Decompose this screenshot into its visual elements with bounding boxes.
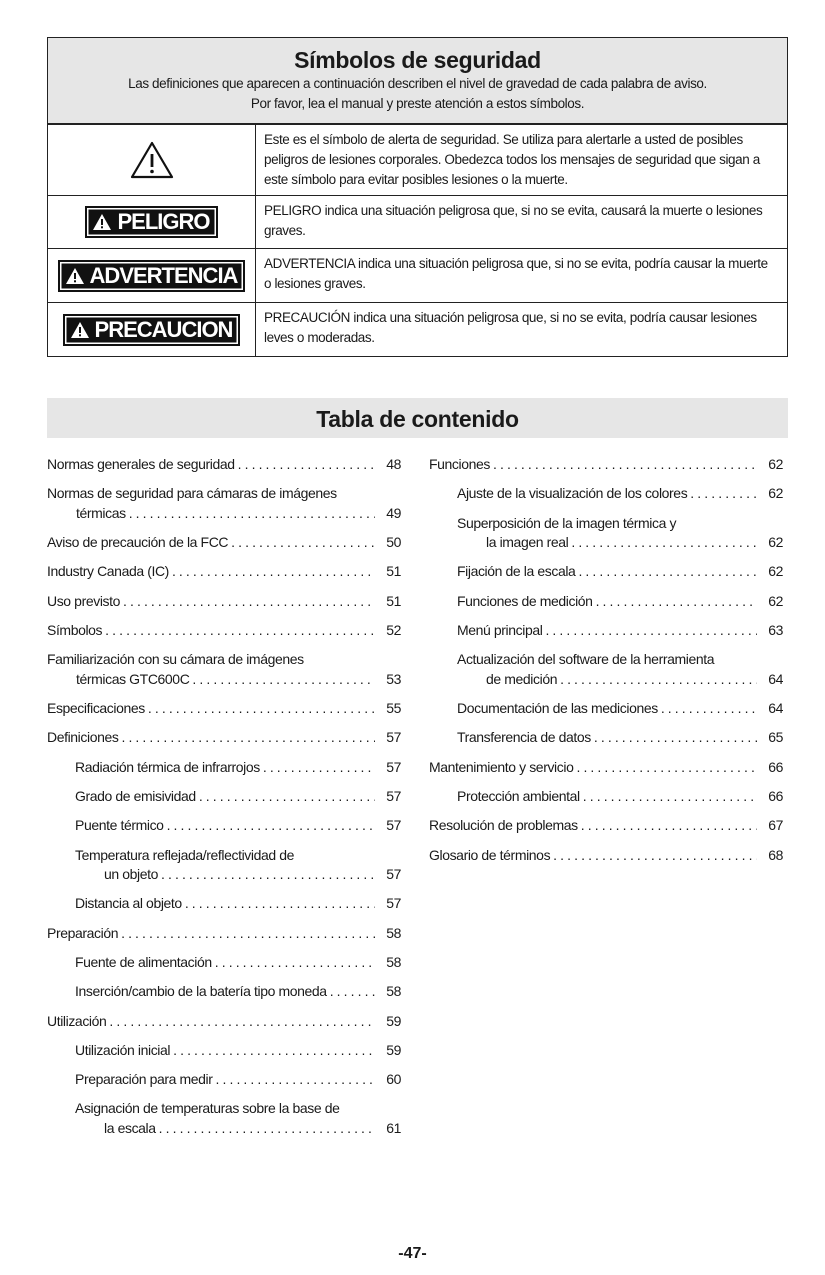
toc-leader-dots bbox=[583, 787, 757, 807]
toc-leader-dots bbox=[571, 533, 757, 553]
safety-desc-line2: Por favor, lea el manual y preste atención a estos símbolos. bbox=[250, 96, 585, 111]
toc-leader-dots bbox=[560, 670, 757, 690]
advertencia-label: ADVERTENCIA bbox=[89, 262, 238, 288]
toc-leader-dots bbox=[123, 592, 375, 612]
warning-triangle-icon bbox=[65, 267, 85, 285]
toc-leader-dots bbox=[553, 846, 757, 866]
toc-leader-dots bbox=[661, 699, 757, 719]
toc-entry-title: Aviso de precaución de la FCC bbox=[47, 534, 229, 551]
toc-entry bbox=[47, 1041, 401, 1061]
toc-entry-page: 66 bbox=[768, 758, 783, 775]
toc-entry-page: 53 bbox=[386, 670, 401, 687]
toc-entry-title: térmicas GTC600C bbox=[76, 670, 190, 687]
toc-entry-title: Normas generales de seguridad bbox=[47, 456, 235, 472]
toc-leader-dots bbox=[173, 1041, 375, 1061]
alert-text: Este es el símbolo de alerta de seguridad. Se utiliza para alertarle a usted de posibles peligros de lesiones corporales. Obedezca todos los mensajes de seguridad que sigan a este símbolo para evitar posibles lesiones o la muerte. bbox=[264, 132, 760, 187]
toc-entry-page: 57 bbox=[386, 787, 401, 804]
toc-entry-title: la imagen real bbox=[486, 534, 569, 551]
toc-leader-dots bbox=[109, 1012, 375, 1032]
toc-leader-dots bbox=[159, 1119, 375, 1139]
toc-entry bbox=[47, 1099, 401, 1138]
toc-entry-title: Protección ambiental bbox=[457, 787, 580, 804]
toc-entry-page: 62 bbox=[768, 456, 783, 472]
toc-leader-dots bbox=[581, 816, 757, 836]
toc-leader-dots bbox=[263, 758, 375, 778]
toc-entry-title-line1: Superposición de la imagen térmica y bbox=[457, 514, 677, 531]
toc-entry-page: 59 bbox=[386, 1012, 401, 1029]
toc-left-column bbox=[47, 455, 401, 1148]
toc-leader-dots bbox=[105, 621, 375, 641]
toc-entry-title: Preparación para medir bbox=[75, 1071, 213, 1088]
toc-entry-page: 62 bbox=[768, 592, 783, 609]
toc-entry-title: térmicas bbox=[76, 504, 126, 521]
toc-entry-page: 63 bbox=[768, 621, 783, 638]
toc-entry-page: 51 bbox=[386, 592, 401, 609]
toc-entry-title: Puente térmico bbox=[75, 817, 164, 834]
toc-entry-page: 62 bbox=[768, 534, 783, 551]
toc-title: Tabla de contenido bbox=[47, 398, 788, 438]
toc-right-column bbox=[429, 455, 783, 875]
advertencia-signal-word bbox=[58, 260, 246, 292]
toc-entry-page: 68 bbox=[768, 846, 783, 863]
toc-entry bbox=[429, 728, 783, 748]
toc-entry bbox=[47, 924, 401, 944]
toc-entry-title: de medición bbox=[486, 670, 558, 687]
toc-entry bbox=[47, 484, 401, 523]
toc-leader-dots bbox=[121, 728, 375, 748]
warning-triangle-icon bbox=[70, 321, 90, 339]
toc-entry bbox=[47, 758, 401, 778]
toc-entry-page: 58 bbox=[386, 924, 401, 941]
toc-entry bbox=[47, 982, 401, 1002]
toc-leader-dots bbox=[161, 865, 375, 885]
toc-entry-title: Transferencia de datos bbox=[457, 729, 591, 746]
precaucion-symbol-cell bbox=[48, 303, 256, 356]
toc-entry bbox=[47, 728, 401, 748]
toc-leader-dots bbox=[578, 562, 757, 582]
toc-entry-page: 52 bbox=[386, 621, 401, 638]
warning-triangle-icon bbox=[92, 213, 112, 231]
safety-row-advertencia bbox=[48, 248, 787, 302]
page-number: -47- bbox=[398, 1245, 427, 1262]
toc-entry bbox=[47, 699, 401, 719]
toc-entry-title: Glosario de términos bbox=[429, 846, 551, 863]
toc-entry-title: Ajuste de la visualización de los colores bbox=[457, 485, 688, 502]
toc-leader-dots bbox=[215, 953, 375, 973]
toc-leader-dots bbox=[172, 562, 375, 582]
safety-symbols-table bbox=[47, 37, 788, 357]
toc-entry-page: 59 bbox=[386, 1041, 401, 1058]
toc-entry-page: 48 bbox=[386, 456, 401, 472]
toc-entry-title: Símbolos bbox=[47, 621, 103, 638]
toc-entry-title: Inserción/cambio de la batería tipo moneda bbox=[75, 983, 327, 1000]
toc-entry bbox=[47, 562, 401, 582]
toc-entry bbox=[47, 455, 401, 475]
toc-entry bbox=[47, 787, 401, 807]
toc-entry-title: Documentación de las mediciones bbox=[457, 700, 658, 717]
precaucion-label: PRECAUCION bbox=[94, 316, 233, 342]
toc-entry-page: 57 bbox=[386, 895, 401, 912]
safety-title: Símbolos de seguridad bbox=[294, 47, 541, 73]
toc-entry-title: Radiación térmica de infrarrojos bbox=[75, 758, 260, 775]
toc-entry-page: 49 bbox=[386, 504, 401, 521]
safety-desc-line1: Las definiciones que aparecen a continuación describen el nivel de gravedad de cada palabra de aviso. bbox=[128, 76, 707, 91]
toc-entry-title: Definiciones bbox=[47, 729, 119, 746]
alert-symbol-cell bbox=[48, 125, 256, 195]
toc-leader-dots bbox=[594, 728, 757, 748]
toc-entry-page: 65 bbox=[768, 729, 783, 746]
toc-entry-title: Uso previsto bbox=[47, 592, 121, 609]
precaucion-text: PRECAUCIÓN indica una situación peligrosa que, si no se evita, podría causar lesiones leves o moderadas. bbox=[264, 310, 757, 345]
toc-entry-page: 60 bbox=[386, 1071, 401, 1088]
toc-entry bbox=[429, 562, 783, 582]
toc-entry-title: Grado de emisividad bbox=[75, 787, 196, 804]
toc-entry-title: Resolución de problemas bbox=[429, 817, 578, 834]
toc-leader-dots bbox=[192, 670, 375, 690]
peligro-label: PELIGRO bbox=[117, 209, 210, 234]
toc-entry-title-line1: Familiarización con su cámara de imágenes bbox=[47, 651, 304, 668]
toc-entry-page: 50 bbox=[386, 534, 401, 551]
toc-entry bbox=[429, 758, 783, 778]
toc-entry bbox=[429, 787, 783, 807]
toc-entry bbox=[47, 816, 401, 836]
toc-entry bbox=[47, 846, 401, 885]
toc-entry bbox=[47, 1012, 401, 1032]
toc-leader-dots bbox=[167, 816, 375, 836]
toc-leader-dots bbox=[148, 699, 375, 719]
advertencia-symbol-cell bbox=[48, 249, 256, 302]
toc-entry bbox=[429, 514, 783, 553]
toc-entry-page: 62 bbox=[768, 485, 783, 502]
toc-entry-page: 62 bbox=[768, 563, 783, 580]
safety-alert-triangle-icon bbox=[129, 140, 175, 180]
toc-entry-title-line1: Normas de seguridad para cámaras de imágenes bbox=[47, 485, 337, 502]
toc-entry-page: 64 bbox=[768, 670, 783, 687]
toc-entry-title: Especificaciones bbox=[47, 700, 145, 717]
toc-entry-title: Menú principal bbox=[457, 621, 543, 638]
toc-leader-dots bbox=[690, 484, 757, 504]
toc-entry-page: 67 bbox=[768, 817, 783, 834]
toc-entry-title: Fijación de la escala bbox=[457, 563, 576, 580]
toc-leader-dots bbox=[121, 924, 375, 944]
toc-entry-title: un objeto bbox=[104, 866, 159, 883]
toc-leader-dots bbox=[216, 1070, 376, 1090]
toc-entry bbox=[47, 621, 401, 641]
toc-leader-dots bbox=[576, 758, 757, 778]
toc-entry-page: 61 bbox=[386, 1119, 401, 1136]
toc-entry bbox=[429, 592, 783, 612]
peligro-symbol-cell bbox=[48, 196, 256, 248]
toc-entry-page: 57 bbox=[386, 729, 401, 746]
safety-row-alert bbox=[48, 124, 787, 195]
toc-leader-dots bbox=[330, 982, 375, 1002]
toc-entry-title-line1: Temperatura reflejada/reflectividad de bbox=[75, 846, 295, 863]
toc-entry-page: 57 bbox=[386, 817, 401, 834]
toc-leader-dots bbox=[545, 621, 757, 641]
toc-entry bbox=[47, 650, 401, 689]
toc-entry-title: Utilización bbox=[47, 1012, 107, 1029]
toc-entry bbox=[47, 1070, 401, 1090]
safety-row-peligro bbox=[48, 195, 787, 248]
toc-entry-title: la escala bbox=[104, 1119, 156, 1136]
toc-entry bbox=[47, 894, 401, 914]
toc-leader-dots bbox=[129, 504, 375, 524]
advertencia-text: ADVERTENCIA indica una situación peligrosa que, si no se evita, podría causar la muerte o lesiones graves. bbox=[264, 256, 768, 291]
toc-entry-title: Preparación bbox=[47, 924, 119, 941]
toc-entry-title: Industry Canada (IC) bbox=[47, 563, 169, 580]
toc-entry bbox=[429, 816, 783, 836]
toc-entry-title: Funciones de medición bbox=[457, 592, 593, 609]
toc-leader-dots bbox=[231, 533, 375, 553]
toc-entry-page: 51 bbox=[386, 563, 401, 580]
toc-entry-page: 55 bbox=[386, 700, 401, 717]
toc-entry bbox=[429, 846, 783, 866]
toc-entry-page: 58 bbox=[386, 953, 401, 970]
peligro-text: PELIGRO indica una situación peligrosa que, si no se evita, causará la muerte o lesiones graves. bbox=[264, 203, 763, 238]
safety-row-precaucion bbox=[48, 302, 787, 356]
toc-leader-dots bbox=[596, 592, 757, 612]
toc-entry-title-line1: Actualización del software de la herramienta bbox=[457, 651, 715, 668]
peligro-signal-word bbox=[85, 206, 217, 238]
toc-entry bbox=[429, 699, 783, 719]
safety-header bbox=[48, 38, 787, 124]
toc-leader-dots bbox=[199, 787, 375, 807]
toc-entry-title: Distancia al objeto bbox=[75, 895, 182, 912]
toc-entry-page: 64 bbox=[768, 700, 783, 717]
toc-entry-page: 66 bbox=[768, 787, 783, 804]
toc-entry bbox=[429, 484, 783, 504]
toc-entry-title: Fuente de alimentación bbox=[75, 953, 212, 970]
toc-entry-title: Utilización inicial bbox=[75, 1041, 171, 1058]
toc-entry-page: 57 bbox=[386, 758, 401, 775]
toc-entry bbox=[429, 455, 783, 475]
toc-entry bbox=[47, 953, 401, 973]
toc-entry-title: Funciones bbox=[429, 456, 490, 472]
toc-entry bbox=[429, 650, 783, 689]
toc-entry-title-line1: Asignación de temperaturas sobre la base de bbox=[75, 1100, 340, 1117]
toc-leader-dots bbox=[238, 455, 375, 475]
toc-entry bbox=[429, 621, 783, 641]
toc-entry bbox=[47, 533, 401, 553]
toc-leader-dots bbox=[185, 894, 375, 914]
precaucion-signal-word bbox=[63, 314, 241, 346]
toc-entry-page: 58 bbox=[386, 983, 401, 1000]
toc-entry-page: 57 bbox=[386, 866, 401, 883]
toc-entry-title: Mantenimiento y servicio bbox=[429, 758, 574, 775]
toc-leader-dots bbox=[493, 455, 757, 475]
toc-entry bbox=[47, 592, 401, 612]
